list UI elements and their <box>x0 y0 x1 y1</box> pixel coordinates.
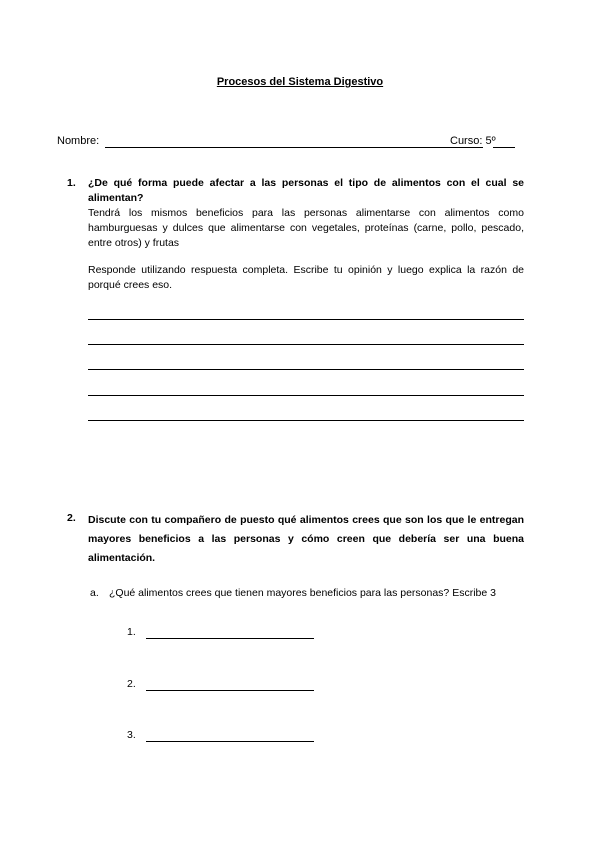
answer-item-number: 1. <box>127 626 136 638</box>
answer-item-line[interactable] <box>146 741 314 742</box>
question-2-prompt: Discute con tu compañero de puesto qué alimentos crees que son los que le entregan mayores beneficios a las personas y cómo creen que debería ser una buena alimentación. <box>88 514 524 564</box>
answer-item-line[interactable] <box>146 638 314 639</box>
answer-line-1[interactable] <box>88 319 524 320</box>
question-1-prompt: ¿De qué forma puede afectar a las personas el tipo de alimentos con el cual se alimentan? <box>88 177 524 204</box>
answer-item-line[interactable] <box>146 690 314 691</box>
page-title: Procesos del Sistema Digestivo <box>216 76 384 88</box>
question-1-number: 1. <box>67 177 76 189</box>
name-label: Nombre: <box>57 135 100 147</box>
name-field-line[interactable] <box>105 147 483 148</box>
course-label: Curso: 5º <box>450 135 496 147</box>
question-2a-text: ¿Qué alimentos crees que tienen mayores beneficios para las personas? Escribe 3 <box>109 587 496 599</box>
question-1-context: Tendrá los mismos beneficios para las personas alimentarse con alimentos como hamburguesas y dulces que alimentarse con vegetales, proteínas (carne, pollo, pescado, entre otros) y frutas <box>88 207 524 249</box>
answer-line-3[interactable] <box>88 369 524 370</box>
answer-item-number: 3. <box>127 729 136 741</box>
answer-line-2[interactable] <box>88 344 524 345</box>
course-field-line[interactable] <box>493 147 515 148</box>
answer-line-5[interactable] <box>88 420 524 421</box>
answer-line-4[interactable] <box>88 395 524 396</box>
question-1-instruction: Responde utilizando respuesta completa. Escribe tu opinión y luego explica la razón de porqué crees eso. <box>88 264 524 291</box>
answer-item-number: 2. <box>127 678 136 690</box>
question-2a-letter: a. <box>90 587 99 599</box>
question-2-number: 2. <box>67 512 76 524</box>
